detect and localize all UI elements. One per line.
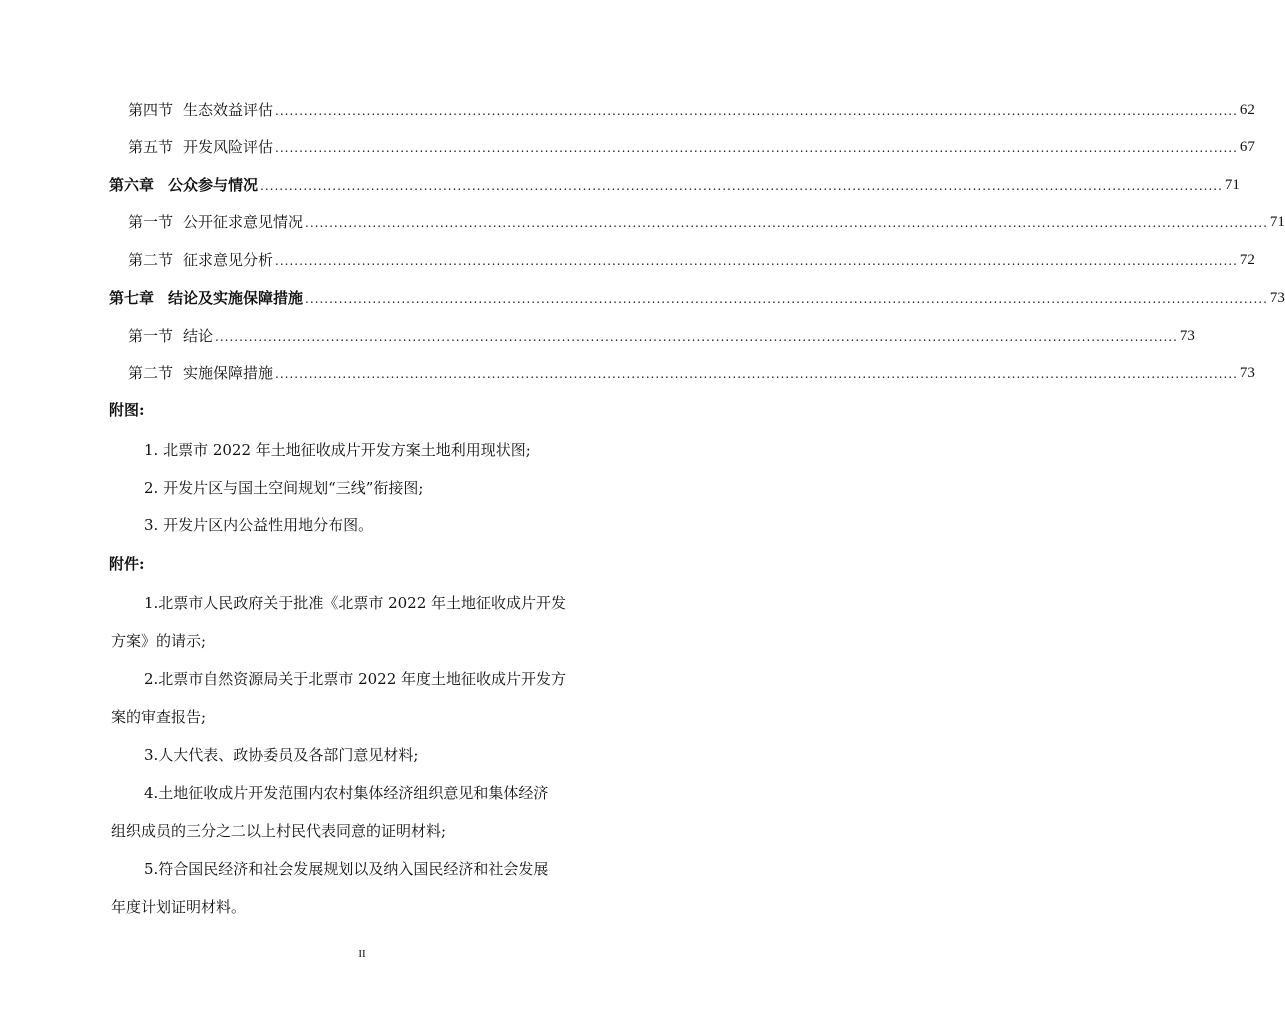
page-number: II bbox=[358, 948, 366, 960]
toc-entry-label bbox=[109, 288, 303, 308]
toc-entry[interactable] bbox=[128, 131, 1255, 157]
toc-entry-page: 71 bbox=[1224, 177, 1240, 193]
toc-leader-dots: ........................................................................................................................................................................................................ bbox=[305, 216, 1268, 230]
attachment-item-line: 2.北票市自然资源局关于北票市 2022 年度土地征收成片开发方 bbox=[144, 670, 567, 688]
attachment-item-line: 1.北票市人民政府关于批准《北票市 2022 年土地征收成片开发 bbox=[144, 594, 567, 612]
toc-entry-page: 72 bbox=[1239, 252, 1255, 268]
figure-item: 2. 开发片区与国土空间规划“三线”衔接图; bbox=[144, 479, 424, 497]
attachment-item-line: 3.人大代表、政协委员及各部门意见材料; bbox=[144, 746, 419, 764]
toc-entry[interactable] bbox=[109, 282, 1285, 308]
toc-entry-label bbox=[128, 100, 273, 120]
toc-entry-title: 征求意见分析 bbox=[183, 251, 274, 269]
toc-entry-page: 73 bbox=[1239, 365, 1255, 381]
figures-heading: 附图: bbox=[109, 401, 145, 419]
toc-entry[interactable] bbox=[128, 357, 1255, 383]
toc-entry[interactable] bbox=[128, 320, 1195, 346]
toc-entry-title: 结论 bbox=[183, 327, 214, 345]
attachment-item-line: 5.符合国民经济和社会发展规划以及纳入国民经济和社会发展 bbox=[144, 860, 549, 878]
toc-entry-number: 第七章 bbox=[109, 289, 155, 307]
figure-item: 3. 开发片区内公益性用地分布图。 bbox=[144, 516, 374, 534]
toc-entry[interactable] bbox=[128, 94, 1255, 120]
toc-leader-dots: ........................................................................................................................................................................................................ bbox=[305, 292, 1268, 306]
toc-entry-title: 开发风险评估 bbox=[183, 138, 274, 156]
toc-entry-label bbox=[128, 212, 303, 232]
toc-entry-page: 73 bbox=[1179, 328, 1195, 344]
toc-entry-page: 73 bbox=[1269, 290, 1285, 306]
toc-entry-label bbox=[109, 175, 258, 195]
toc-entry[interactable] bbox=[128, 206, 1285, 232]
toc-entry-title: 实施保障措施 bbox=[183, 364, 274, 382]
toc-leader-dots: ........................................................................................................................................................................................................ bbox=[260, 179, 1223, 193]
toc-entry-number: 第五节 bbox=[128, 138, 174, 156]
toc-entry-number: 第四节 bbox=[128, 101, 174, 119]
toc-entry-page: 71 bbox=[1269, 214, 1285, 230]
toc-entry-title: 生态效益评估 bbox=[183, 101, 274, 119]
toc-entry-number: 第一节 bbox=[128, 213, 174, 231]
toc-leader-dots: ........................................................................................................................................................................................................ bbox=[275, 254, 1238, 268]
toc-entry-label bbox=[128, 326, 213, 346]
toc-entry-label bbox=[128, 363, 273, 383]
toc-entry-number: 第二节 bbox=[128, 251, 174, 269]
toc-entry-page: 62 bbox=[1239, 102, 1255, 118]
toc-leader-dots: ........................................................................................................................................................................................................ bbox=[275, 141, 1238, 155]
toc-entry-title: 公众参与情况 bbox=[168, 176, 259, 194]
toc-entry[interactable] bbox=[109, 169, 1240, 195]
toc-entry-label bbox=[128, 250, 273, 270]
toc-entry-title: 结论及实施保障措施 bbox=[168, 289, 304, 307]
attachment-item-continuation: 组织成员的三分之二以上村民代表同意的证明材料; bbox=[111, 822, 447, 840]
attachment-item-continuation: 方案》的请示; bbox=[111, 632, 207, 650]
toc-entry[interactable] bbox=[128, 244, 1255, 270]
toc-leader-dots: ........................................................................................................................................................................................................ bbox=[275, 367, 1238, 381]
toc-entry-number: 第六章 bbox=[109, 176, 155, 194]
attachment-item-continuation: 年度计划证明材料。 bbox=[111, 898, 247, 916]
toc-entry-number: 第二节 bbox=[128, 364, 174, 382]
attachments-heading: 附件: bbox=[109, 555, 145, 573]
toc-leader-dots: ........................................................................................................................................................................................................ bbox=[215, 330, 1178, 344]
toc-entry-label bbox=[128, 137, 273, 157]
toc-leader-dots: ........................................................................................................................................................................................................ bbox=[275, 104, 1238, 118]
attachment-item-continuation: 案的审查报告; bbox=[111, 708, 207, 726]
toc-entry-title: 公开征求意见情况 bbox=[183, 213, 304, 231]
figure-item: 1. 北票市 2022 年土地征收成片开发方案土地利用现状图; bbox=[144, 441, 531, 459]
toc-entry-number: 第一节 bbox=[128, 327, 174, 345]
attachment-item-line: 4.土地征收成片开发范围内农村集体经济组织意见和集体经济 bbox=[144, 784, 549, 802]
toc-entry-page: 67 bbox=[1239, 139, 1255, 155]
